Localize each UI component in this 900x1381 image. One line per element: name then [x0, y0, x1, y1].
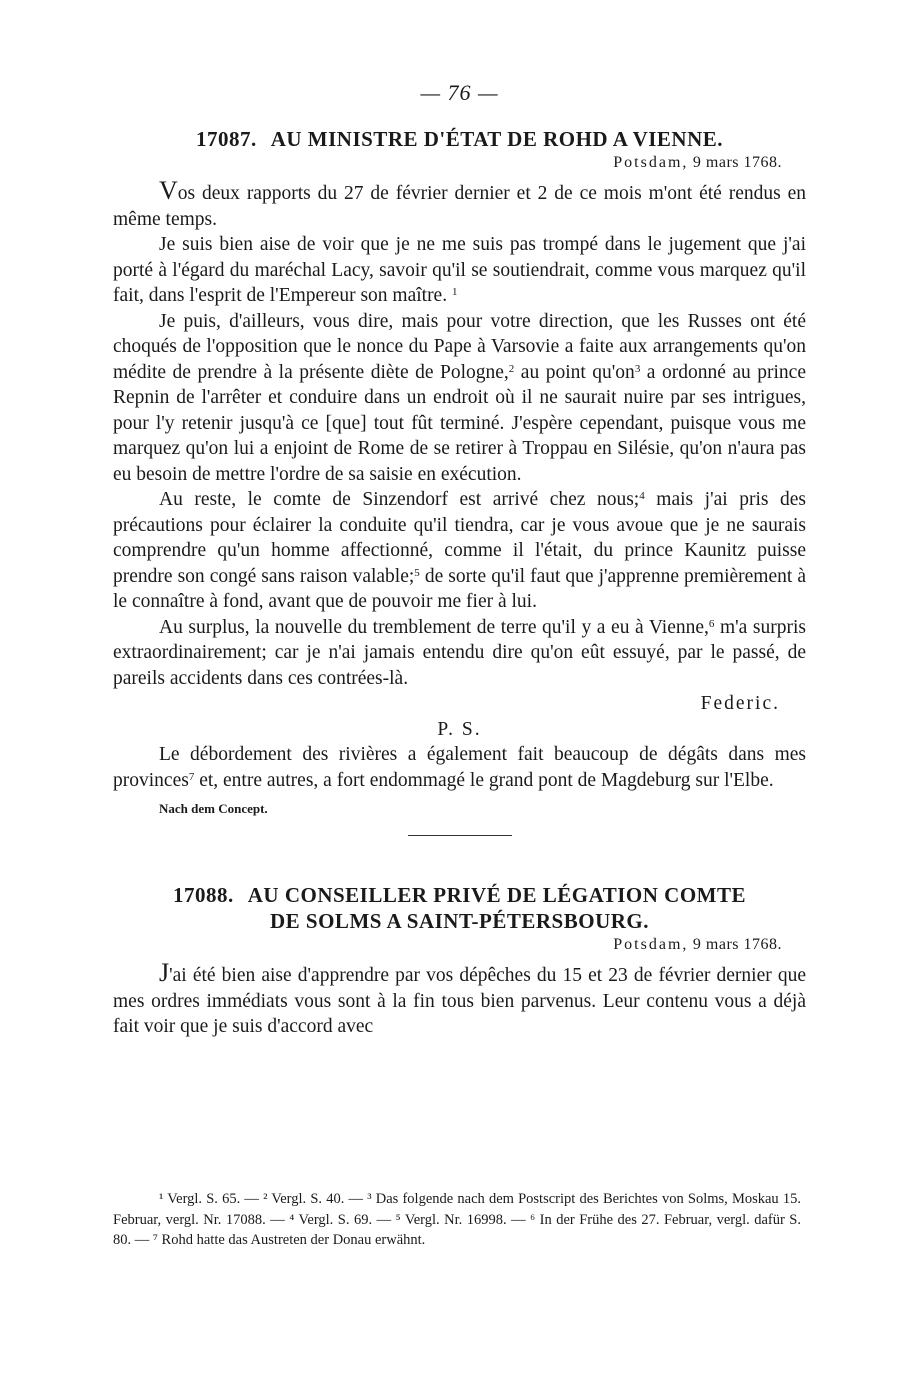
footnote-marker: 4: [639, 490, 645, 502]
paragraph-text: Je puis, d'ailleurs, vous dire, mais pour votre direction, que les Russes ont été choqués de l'opposition que le nonce du Pape à Varsovie a faite aux arrangements qu'on médite de prendre à la présente diète de Pologne,: [113, 310, 806, 383]
dateline-place: Potsdam,: [613, 936, 689, 953]
signature: Federic.: [700, 693, 780, 714]
letter-title-line2: DE SOLMS A SAINT-PÉTERSBOURG.: [270, 909, 649, 933]
paragraph-text: mais j'ai pris des précautions pour éclairer la conduite qu'il tiendra, car je vous avoue que je ne saurais comprendre qu'un homme affectionné, comme il l'était, du prince Kaunitz puisse prendre son congé sans raison valable;: [113, 489, 806, 587]
initial-letter: V: [159, 176, 178, 205]
paragraph-text: Le débordement des rivières a également fait beaucoup de dégâts dans mes provinces: [113, 744, 806, 791]
paragraph-text: 'ai été bien aise d'apprendre par vos dépêches du 15 et 23 de février dernier que mes ordres immédiats vous sont à la fin tous bien parvenus. Leur contenu vous a déjà fait voir que je suis d'accord avec: [113, 965, 806, 1037]
paragraph-text: Je suis bien aise de voir que je ne me suis pas trompé dans le jugement que j'ai porté à l'égard du maréchal Lacy, savoir qu'il se soutiendrait, comme vous marquez qu'il fait, dans l'esprit de l'Empereur son maître.: [113, 234, 806, 306]
footnote-marker: 1: [451, 286, 458, 298]
letter-title: AU MINISTRE D'ÉTAT DE ROHD A VIENNE.: [270, 127, 724, 151]
footnote-marker: 6: [708, 617, 715, 630]
page-content: [113, 80, 806, 1040]
page-number: — 76 —: [420, 80, 499, 105]
letter-heading: [113, 882, 806, 934]
letter-number: 17087.: [195, 127, 257, 151]
postscript-paragraph: [113, 742, 806, 793]
letter-number: 17088.: [172, 883, 234, 907]
paragraph-text: a ordonné au prince Repnin de l'arrêter et conduire dans un endroit où il ne saurait nuire par ses intrigues, pour l'y retenir jusqu'à ce [que] tout fût terminé. J'espère cependant, puisque vous me marquez qu'on lui a enjoint de Rome de se retirer à Troppau en Silésie, qu'on n'aura pas eu besoin de mettre l'ordre de sa saisie en exécution.: [113, 361, 806, 485]
paragraph: [113, 178, 806, 232]
letter-heading: [113, 126, 806, 152]
dateline-date: 9 mars 1768.: [692, 936, 782, 953]
paragraph-text: os deux rapports du 27 de février dernier et 2 de ce mois m'ont été rendus en même temps.: [113, 183, 806, 230]
footnote-marker: 2: [508, 362, 515, 375]
dateline-place: Potsdam,: [613, 154, 689, 171]
footnote-marker: 7: [188, 770, 195, 783]
paragraph-text: et, entre autres, a fort endommagé le grand pont de Magdeburg sur l'Elbe.: [194, 769, 774, 791]
paragraph-text: m'a surpris extraordinairement; car je n'ai jamais entendu dire qu'on eût essuyé, par le passé, de pareils accidents dans ces contrées-là.: [113, 616, 806, 689]
paragraph: [113, 615, 806, 692]
paragraph-text: Au reste, le comte de Sinzendorf est arrivé chez nous;: [159, 489, 640, 510]
letter-body: [113, 178, 806, 793]
dateline-date: 9 mars 1768.: [692, 154, 782, 171]
paragraph: [113, 232, 806, 309]
paragraph: [113, 960, 806, 1040]
paragraph-text: de sorte qu'il faut que j'apprenne premièrement à le connaître à fond, avant que de pouvoir me fier à lui.: [113, 565, 806, 612]
footnote-marker: 5: [414, 566, 420, 579]
dateline: [113, 154, 782, 172]
dateline: [113, 936, 782, 954]
source-note: Nach dem Concept.: [159, 801, 268, 816]
paragraph: [113, 487, 806, 615]
postscript-label: P. S.: [437, 718, 482, 740]
letter-17088: [113, 882, 806, 1040]
footnotes-text: ¹ Vergl. S. 65. — ² Vergl. S. 40. — ³ Das folgende nach dem Postscript des Berichtes von Solms, Moskau 15. Februar, vergl. Nr. 17088. — ⁴ Vergl. S. 69. — ⁵ Vergl. Nr. 16998. — ⁶ In der Frühe des 27. Februar, vergl. dafür S. 80. — ⁷ Rohd hatte das Austreten der Donau erwähnt.: [113, 1191, 801, 1248]
letter-17087: [113, 126, 806, 817]
paragraph-text: au point qu'on: [514, 361, 635, 383]
footnote-marker: 3: [634, 362, 641, 375]
paragraph-text: Au surplus, la nouvelle du tremblement de terre qu'il y a eu à Vienne,: [159, 616, 709, 638]
letter-title-line1: AU CONSEILLER PRIVÉ DE LÉGATION COMTE: [247, 883, 747, 907]
initial-letter: J: [159, 958, 170, 987]
paragraph: [113, 309, 806, 488]
footnotes: [113, 1189, 801, 1251]
section-divider: [408, 835, 512, 836]
letter-body: [113, 960, 806, 1040]
